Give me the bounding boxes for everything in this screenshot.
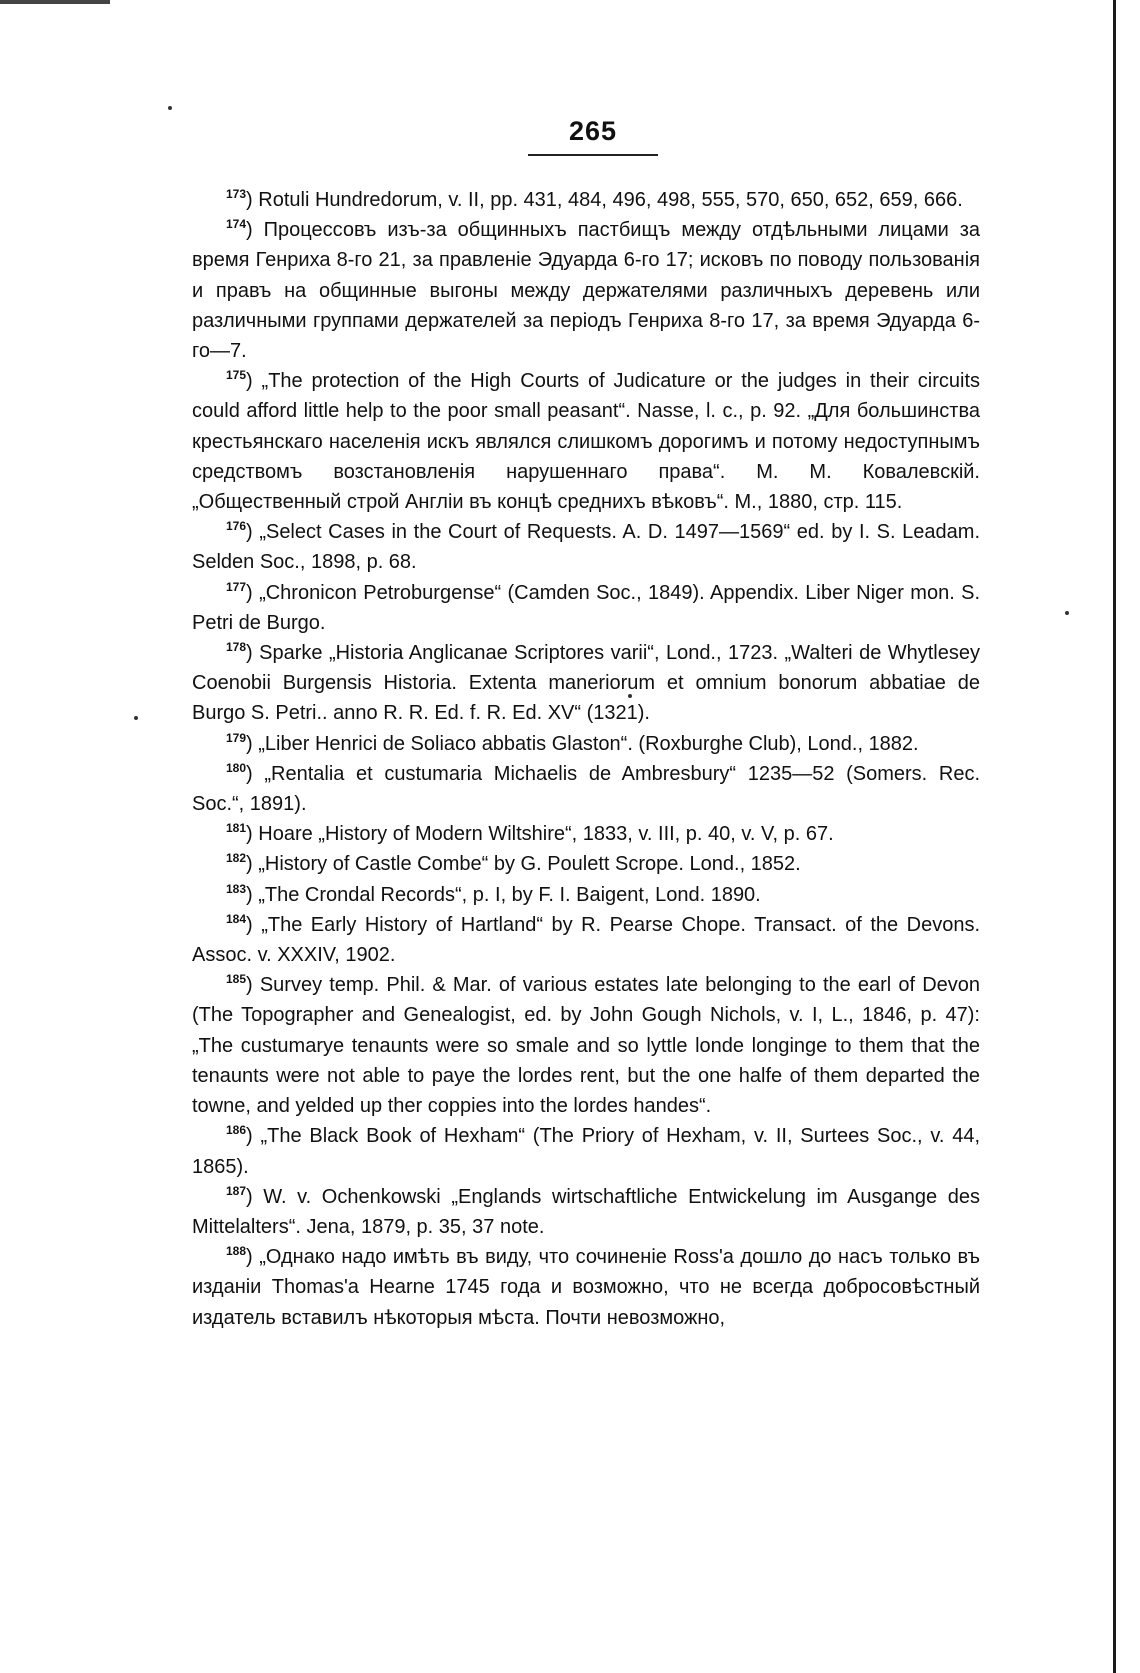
footnote-text: „Rentalia et custumaria Michaelis de Ambresbury“ 1235—52 (Somers. Rec. Soc.“, 1891). bbox=[192, 762, 980, 816]
scan-edge-top bbox=[0, 0, 110, 4]
footnote-number: 187 bbox=[226, 1183, 247, 1198]
footnote-text: „History of Castle Combe“ by G. Poulett Scrope. Lond., 1852. bbox=[258, 853, 801, 876]
footnote-number: 182 bbox=[226, 851, 247, 866]
footnote-number: 184 bbox=[226, 911, 247, 926]
footnote: $^{185}$) Survey temp. Phil. & Mar. of various estates late belonging to the earl of Devon (The Topographer and Genealogist, ed. by John Gough Nichols, v. I, L., 1846, p. 47): „The custumarye tenaunts were so smale and so lyttle londe longinge to them that the tenaunts were not able to paye the lordes rent, but the one halfe of them departed the towne, and yelded up ther coppies into the lordes handes“. bbox=[192, 972, 981, 1118]
footnote-number: 178 bbox=[226, 640, 247, 655]
footnote-text: Hoare „History of Modern Wiltshire“, 1833, v. III, p. 40, v. V, p. 67. bbox=[258, 823, 834, 846]
footnote: $^{186}$) „The Black Book of Hexham“ (The Priory of Hexham, v. II, Surtees Soc., v. 44, 1865). bbox=[192, 1123, 981, 1178]
footnote-text: „Liber Henrici de Soliaco abbatis Glaston“. (Roxburghe Club), Lond., 1882. bbox=[258, 732, 919, 755]
footnote-number: 188 bbox=[226, 1244, 247, 1259]
footnote-text: „Однако надо имѣть въ виду, что сочиненіе Ross'a дошло до насъ только въ изданіи Thomas'a Hearne 1745 года и возможно, что не всегда добросовѣстный издатель вставилъ нѣкоторыя мѣста. Почти невозможно, bbox=[192, 1246, 980, 1329]
page-number-rule bbox=[528, 154, 658, 156]
footnote-number: 177 bbox=[226, 579, 247, 594]
scan-speck bbox=[134, 716, 138, 720]
footnote: $^{180}$) „Rentalia et custumaria Michaelis de Ambresbury“ 1235—52 (Somers. Rec. Soc.“, 1891). bbox=[192, 760, 980, 816]
footnote-number: 181 bbox=[226, 821, 247, 836]
footnote: $^{179}$) „Liber Henrici de Soliaco abbatis Glaston“. (Roxburghe Club), Lond., 1882. bbox=[226, 730, 919, 755]
footnote-text: Sparke „Historia Anglicanae Scriptores varii“, Lond., 1723. „Walteri de Whytlesey Coenobii Burgensis Historia. Extenta maneriorum et omnium bonorum abbatiae de Burgo S. Petri.. anno R. R. Ed. f. R. Ed. XV“ (1321). bbox=[192, 642, 981, 725]
footnote-text: Survey temp. Phil. & Mar. of various estates late belonging to the earl of Devon (The Topographer and Genealogist, ed. by John Gough Nichols, v. I, L., 1846, p. 47): „The custumarye tenaunts were so smale and so lyttle londe longinge to them that the tenaunts were not able to paye the lordes rent, but the one halfe of them departed the towne, and yelded up ther coppies into the lordes handes“. bbox=[192, 974, 981, 1118]
footnote-number: 174 bbox=[226, 217, 247, 232]
scan-speck bbox=[628, 694, 632, 698]
footnote-text: „The protection of the High Courts of Judicature or the judges in their circuits could afford little help to the poor small peasant“. Nasse, l. c., p. 92. „Для большинства крестьянскаго населенія искъ являлся слишкомъ дорогимъ и потому недоступнымъ средствомъ возстановленія нарушеннаго права“. М. М. Ковалевскій. „Общественный строй Англіи въ концѣ среднихъ вѣковъ“. М., 1880, стр. 115. bbox=[192, 370, 981, 514]
footnote-number: 173 bbox=[226, 187, 247, 201]
footnote: $^{173}$) Rotuli Hundredorum, v. II, pp. 431, 484, 496, 498, 555, 570, 650, 652, 659, 666. bbox=[226, 187, 963, 211]
footnote-text: Rotuli Hundredorum, v. II, pp. 431, 484, 496, 498, 555, 570, 650, 652, 659, 666. bbox=[258, 189, 963, 211]
page-number: 265 bbox=[568, 116, 618, 146]
footnote: $^{188}$) „Однако надо имѣть въ виду, что сочиненіе Ross'a дошло до насъ только въ изданіи Thomas'a Hearne 1745 года и возможно, что не всегда добросовѣстный издатель вставилъ нѣкоторыя мѣста. Почти невозможно, bbox=[192, 1244, 980, 1329]
footnote: $^{177}$) „Chronicon Petroburgense“ (Camden Soc., 1849). Appendix. Liber Niger mon. S. Petri de Burgo. bbox=[192, 579, 981, 634]
footnote-text: „The Crondal Records“, p. I, by F. I. Baigent, Lond. 1890. bbox=[258, 883, 761, 906]
footnote-text: „Chronicon Petroburgense“ (Camden Soc., 1849). Appendix. Liber Niger mon. S. Petri de Burgo. bbox=[192, 581, 981, 634]
footnote: $^{184}$) „The Early History of Hartland“ by R. Pearse Chope. Transact. of the Devons. Assoc. v. XXXIV, 1902. bbox=[192, 911, 981, 967]
footnote-text: „The Early History of Hartland“ by R. Pearse Chope. Transact. of the Devons. Assoc. v. XXXIV, 1902. bbox=[192, 913, 981, 967]
footnote-text: W. v. Ochenkowski „Englands wirtschaftliche Entwickelung im Ausgange des Mittelalters“. Jena, 1879, p. 35, 37 note. bbox=[192, 1185, 980, 1238]
footnote: $^{174}$) Процессовъ изъ-за общинныхъ пастбищъ между отдѣльными лицами за время Генриха 8-го 21, за правленіе Эдуарда 6-го 17; исковъ по поводу пользованія и правъ на общинные выгоны между держателями различныхъ деревень или различными группами держателей за періодъ Генриха 8-го 17, за время Эдуарда 6-го—7. bbox=[192, 217, 980, 363]
footnote: $^{175}$) „The protection of the High Courts of Judicature or the judges in their circuits could afford little help to the poor small peasant“. Nasse, l. c., p. 92. „Для большинства крестьянскаго населенія искъ являлся слишкомъ дорогимъ и потому недоступнымъ средствомъ возстановленія нарушеннаго права“. М. М. Ковалевскій. „Общественный строй Англіи въ концѣ среднихъ вѣковъ“. М., 1880, стр. 115. bbox=[192, 368, 981, 514]
footnote: $^{182}$) „History of Castle Combe“ by G. Poulett Scrope. Lond., 1852. bbox=[226, 851, 801, 876]
footnote-number: 186 bbox=[226, 1123, 247, 1138]
footnote: $^{187}$) W. v. Ochenkowski „Englands wirtschaftliche Entwickelung im Ausgange des Mittelalters“. Jena, 1879, p. 35, 37 note. bbox=[192, 1183, 980, 1238]
footnote-number: 183 bbox=[226, 881, 247, 896]
footnote-number: 175 bbox=[226, 368, 247, 383]
footnote: $^{176}$) „Select Cases in the Court of Requests. A. D. 1497—1569“ ed. by I. S. Leadam. Selden Soc., 1898, p. 68. bbox=[192, 519, 981, 574]
footnote: $^{181}$) Hoare „History of Modern Wiltshire“, 1833, v. III, p. 40, v. V, p. 67. bbox=[226, 821, 834, 846]
footnote-text: Процессовъ изъ-за общинныхъ пастбищъ между отдѣльными лицами за время Генриха 8-го 21, за правленіе Эдуарда 6-го 17; исковъ по поводу пользованія и правъ на общинные выгоны между держателями различныхъ деревень или различными группами держателей за періодъ Генриха 8-го 17, за время Эдуарда 6-го—7. bbox=[192, 219, 980, 363]
footnote-text: „The Black Book of Hexham“ (The Priory of Hexham, v. II, Surtees Soc., v. 44, 1865). bbox=[192, 1125, 981, 1178]
footnote-number: 185 bbox=[226, 972, 247, 987]
footnote-number: 179 bbox=[226, 730, 247, 745]
footnote-number: 180 bbox=[226, 760, 247, 775]
footnote-number: 176 bbox=[226, 519, 247, 534]
scan-speck bbox=[168, 106, 172, 110]
footnote-text: „Select Cases in the Court of Requests. A. D. 1497—1569“ ed. by I. S. Leadam. Selden Soc., 1898, p. 68. bbox=[192, 521, 981, 574]
scan-speck bbox=[1065, 611, 1069, 615]
footnotes-list bbox=[192, 185, 980, 1333]
scan-edge-right bbox=[1113, 0, 1116, 1673]
footnote: $^{178}$) Sparke „Historia Anglicanae Scriptores varii“, Lond., 1723. „Walteri de Whytlesey Coenobii Burgensis Historia. Extenta maneriorum et omnium bonorum abbatiae de Burgo S. Petri.. anno R. R. Ed. f. R. Ed. XV“ (1321). bbox=[192, 640, 981, 725]
footnote: $^{183}$) „The Crondal Records“, p. I, by F. I. Baigent, Lond. 1890. bbox=[226, 881, 761, 906]
